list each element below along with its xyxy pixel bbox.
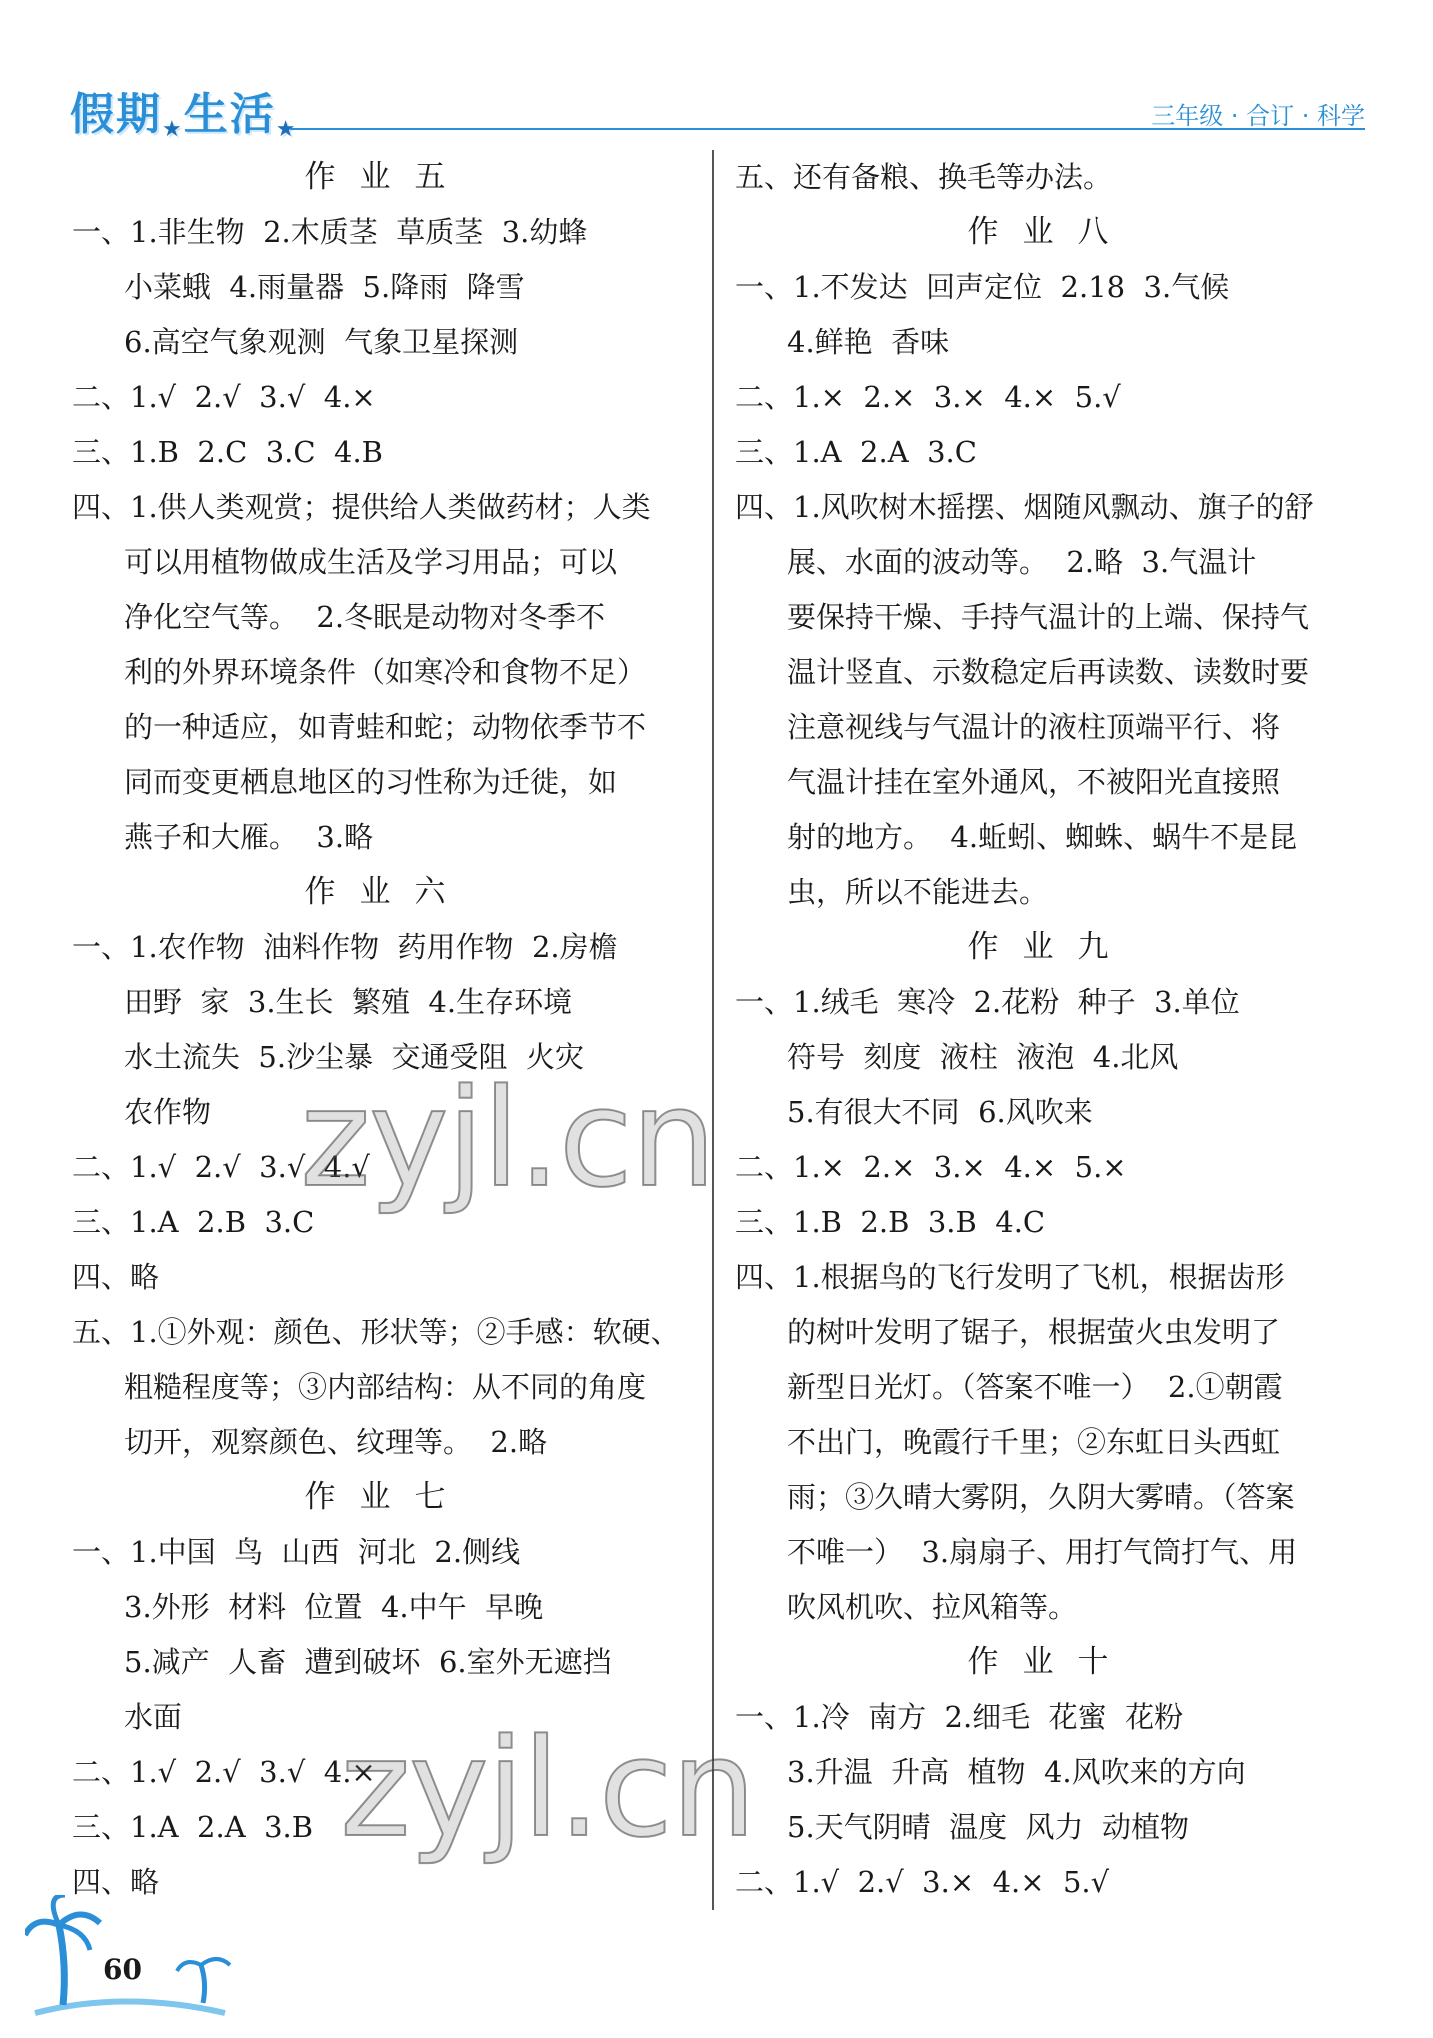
- answer-line: 温计竖直、示数稳定后再读数、读数时要: [787, 655, 1310, 689]
- answer-line: 要保持干燥、手持气温计的上端、保持气: [787, 600, 1310, 634]
- grade-subject-label: 三年级 · 合订 · 科学: [1151, 102, 1365, 130]
- answer-line: 田野 家 3.生长 繁殖 4.生存环境: [124, 985, 573, 1019]
- answer-line: 二、1.√ 2.√ 3.√ 4.×: [72, 380, 376, 414]
- answer-line: 5.减产 人畜 遭到破坏 6.室外无遮挡: [124, 1645, 612, 1679]
- answer-line: 二、1.√ 2.√ 3.√ 4.×: [72, 1755, 376, 1789]
- star-icon: ★: [162, 117, 184, 142]
- right-column: [735, 150, 1365, 1910]
- answer-line: 展、水面的波动等。 2.略 3.气温计: [787, 545, 1257, 579]
- answer-line: 一、1.不发达 回声定位 2.18 3.气候: [735, 270, 1230, 304]
- answer-line: 5.天气阴晴 温度 风力 动植物: [787, 1810, 1189, 1844]
- answer-line: 二、1.× 2.× 3.× 4.× 5.×: [735, 1150, 1127, 1184]
- answer-line: 农作物: [124, 1095, 212, 1129]
- answer-line: 四、略: [72, 1865, 160, 1899]
- section-heading: 作业十: [967, 1644, 1133, 1680]
- brand-logo: [70, 78, 297, 142]
- answer-line: 气温计挂在室外通风，不被阳光直接照: [787, 765, 1281, 799]
- column-divider: [712, 150, 714, 1910]
- answer-line: 三、1.A 2.A 3.C: [735, 435, 977, 469]
- watermark: zyjl.cn: [340, 1710, 755, 1867]
- answer-line: 四、1.根据鸟的飞行发明了飞机，根据齿形: [735, 1260, 1285, 1294]
- answer-line: 四、略: [72, 1260, 160, 1294]
- section-heading: 作业五: [304, 159, 470, 195]
- star-icon: ★: [275, 117, 298, 142]
- watermark: zyjl.cn: [300, 1060, 715, 1217]
- answer-line: 二、1.× 2.× 3.× 4.× 5.√: [735, 380, 1121, 414]
- answer-line: 利的外界环境条件（如寒冷和食物不足）: [124, 655, 647, 689]
- brand-logo-text-2: 生活: [183, 89, 276, 140]
- answer-line: 燕子和大雁。 3.略: [124, 820, 374, 854]
- answer-line: 三、1.A 2.B 3.C: [72, 1205, 315, 1239]
- answer-line: 雨；③久晴大雾阴，久阴大雾晴。（答案: [787, 1480, 1295, 1514]
- answer-line: 五、1.①外观：颜色、形状等；②手感：软硬、: [72, 1315, 680, 1349]
- answer-line: 水面: [124, 1700, 183, 1734]
- answer-line: 新型日光灯。（答案不唯一） 2.①朝霞: [787, 1370, 1283, 1404]
- answer-line: 五、还有备粮、换毛等办法。: [735, 160, 1113, 194]
- answer-line: 二、1.√ 2.√ 3.× 4.× 5.√: [735, 1865, 1110, 1899]
- answer-line: 同而变更栖息地区的习性称为迁徙，如: [124, 765, 618, 799]
- answer-line: 3.外形 材料 位置 4.中午 早晚: [124, 1590, 544, 1624]
- answer-line: 一、1.绒毛 寒冷 2.花粉 种子 3.单位: [735, 985, 1240, 1019]
- answer-line: 小菜蛾 4.雨量器 5.降雨 降雪: [124, 270, 525, 304]
- answer-line: 的树叶发明了锯子，根据萤火虫发明了: [787, 1315, 1281, 1349]
- left-column: [72, 150, 702, 1910]
- page-footer: [25, 1895, 235, 2025]
- answer-line: 不出门，晚霞行千里；②东虹日头西虹: [787, 1425, 1281, 1459]
- answer-line: 不唯一） 3.扇扇子、用打气筒打气、用: [787, 1535, 1298, 1569]
- answer-line: 四、1.供人类观赏；提供给人类做药材；人类: [72, 490, 651, 524]
- answer-line: 三、1.A 2.A 3.B: [72, 1810, 314, 1844]
- answer-line: 射的地方。 4.蚯蚓、蜘蛛、蜗牛不是昆: [787, 820, 1298, 854]
- answer-line: 可以用植物做成生活及学习用品；可以: [124, 545, 618, 579]
- page-number: 60: [103, 1953, 142, 1986]
- section-heading: 作业六: [304, 874, 470, 910]
- section-heading: 作业九: [967, 929, 1133, 965]
- answer-line: 净化空气等。 2.冬眠是动物对冬季不: [124, 600, 606, 634]
- section-heading: 作业七: [304, 1479, 470, 1515]
- answer-line: 注意视线与气温计的液柱顶端平行、将: [787, 710, 1281, 744]
- answer-line: 4.鲜艳 香味: [787, 325, 950, 359]
- section-heading: 作业八: [967, 214, 1133, 250]
- brand-logo-text-1: 假期: [70, 89, 162, 140]
- answer-line: 一、1.非生物 2.木质茎 草质茎 3.幼蜂: [72, 215, 588, 249]
- answer-line: 一、1.农作物 油料作物 药用作物 2.房檐: [72, 930, 618, 964]
- answer-line: 一、1.中国 鸟 山西 河北 2.侧线: [72, 1535, 521, 1569]
- answer-line: 3.升温 升高 植物 4.风吹来的方向: [787, 1755, 1246, 1789]
- answer-line: 一、1.冷 南方 2.细毛 花蜜 花粉: [735, 1700, 1184, 1734]
- answer-line: 虫，所以不能进去。: [787, 875, 1049, 909]
- answer-line: 的一种适应，如青蛙和蛇；动物依季节不: [124, 710, 647, 744]
- answer-line: 吹风机吹、拉风箱等。: [787, 1590, 1078, 1624]
- answer-line: 三、1.B 2.B 3.B 4.C: [735, 1205, 1046, 1239]
- page-header: [70, 78, 1365, 142]
- answer-line: 5.有很大不同 6.风吹来: [787, 1095, 1093, 1129]
- answer-line: 6.高空气象观测 气象卫星探测: [124, 325, 519, 359]
- answer-line: 符号 刻度 液柱 液泡 4.北风: [787, 1040, 1179, 1074]
- answer-line: 四、1.风吹树木摇摆、烟随风飘动、旗子的舒: [735, 490, 1314, 524]
- answer-line: 二、1.√ 2.√ 3.√ 4.√: [72, 1150, 370, 1184]
- answer-line: 三、1.B 2.C 3.C 4.B: [72, 435, 383, 469]
- answer-line: 切开，观察颜色、纹理等。 2.略: [124, 1425, 548, 1459]
- answer-line: 水土流失 5.沙尘暴 交通受阻 火灾: [124, 1040, 584, 1074]
- answer-line: 粗糙程度等；③内部结构：从不同的角度: [124, 1370, 647, 1404]
